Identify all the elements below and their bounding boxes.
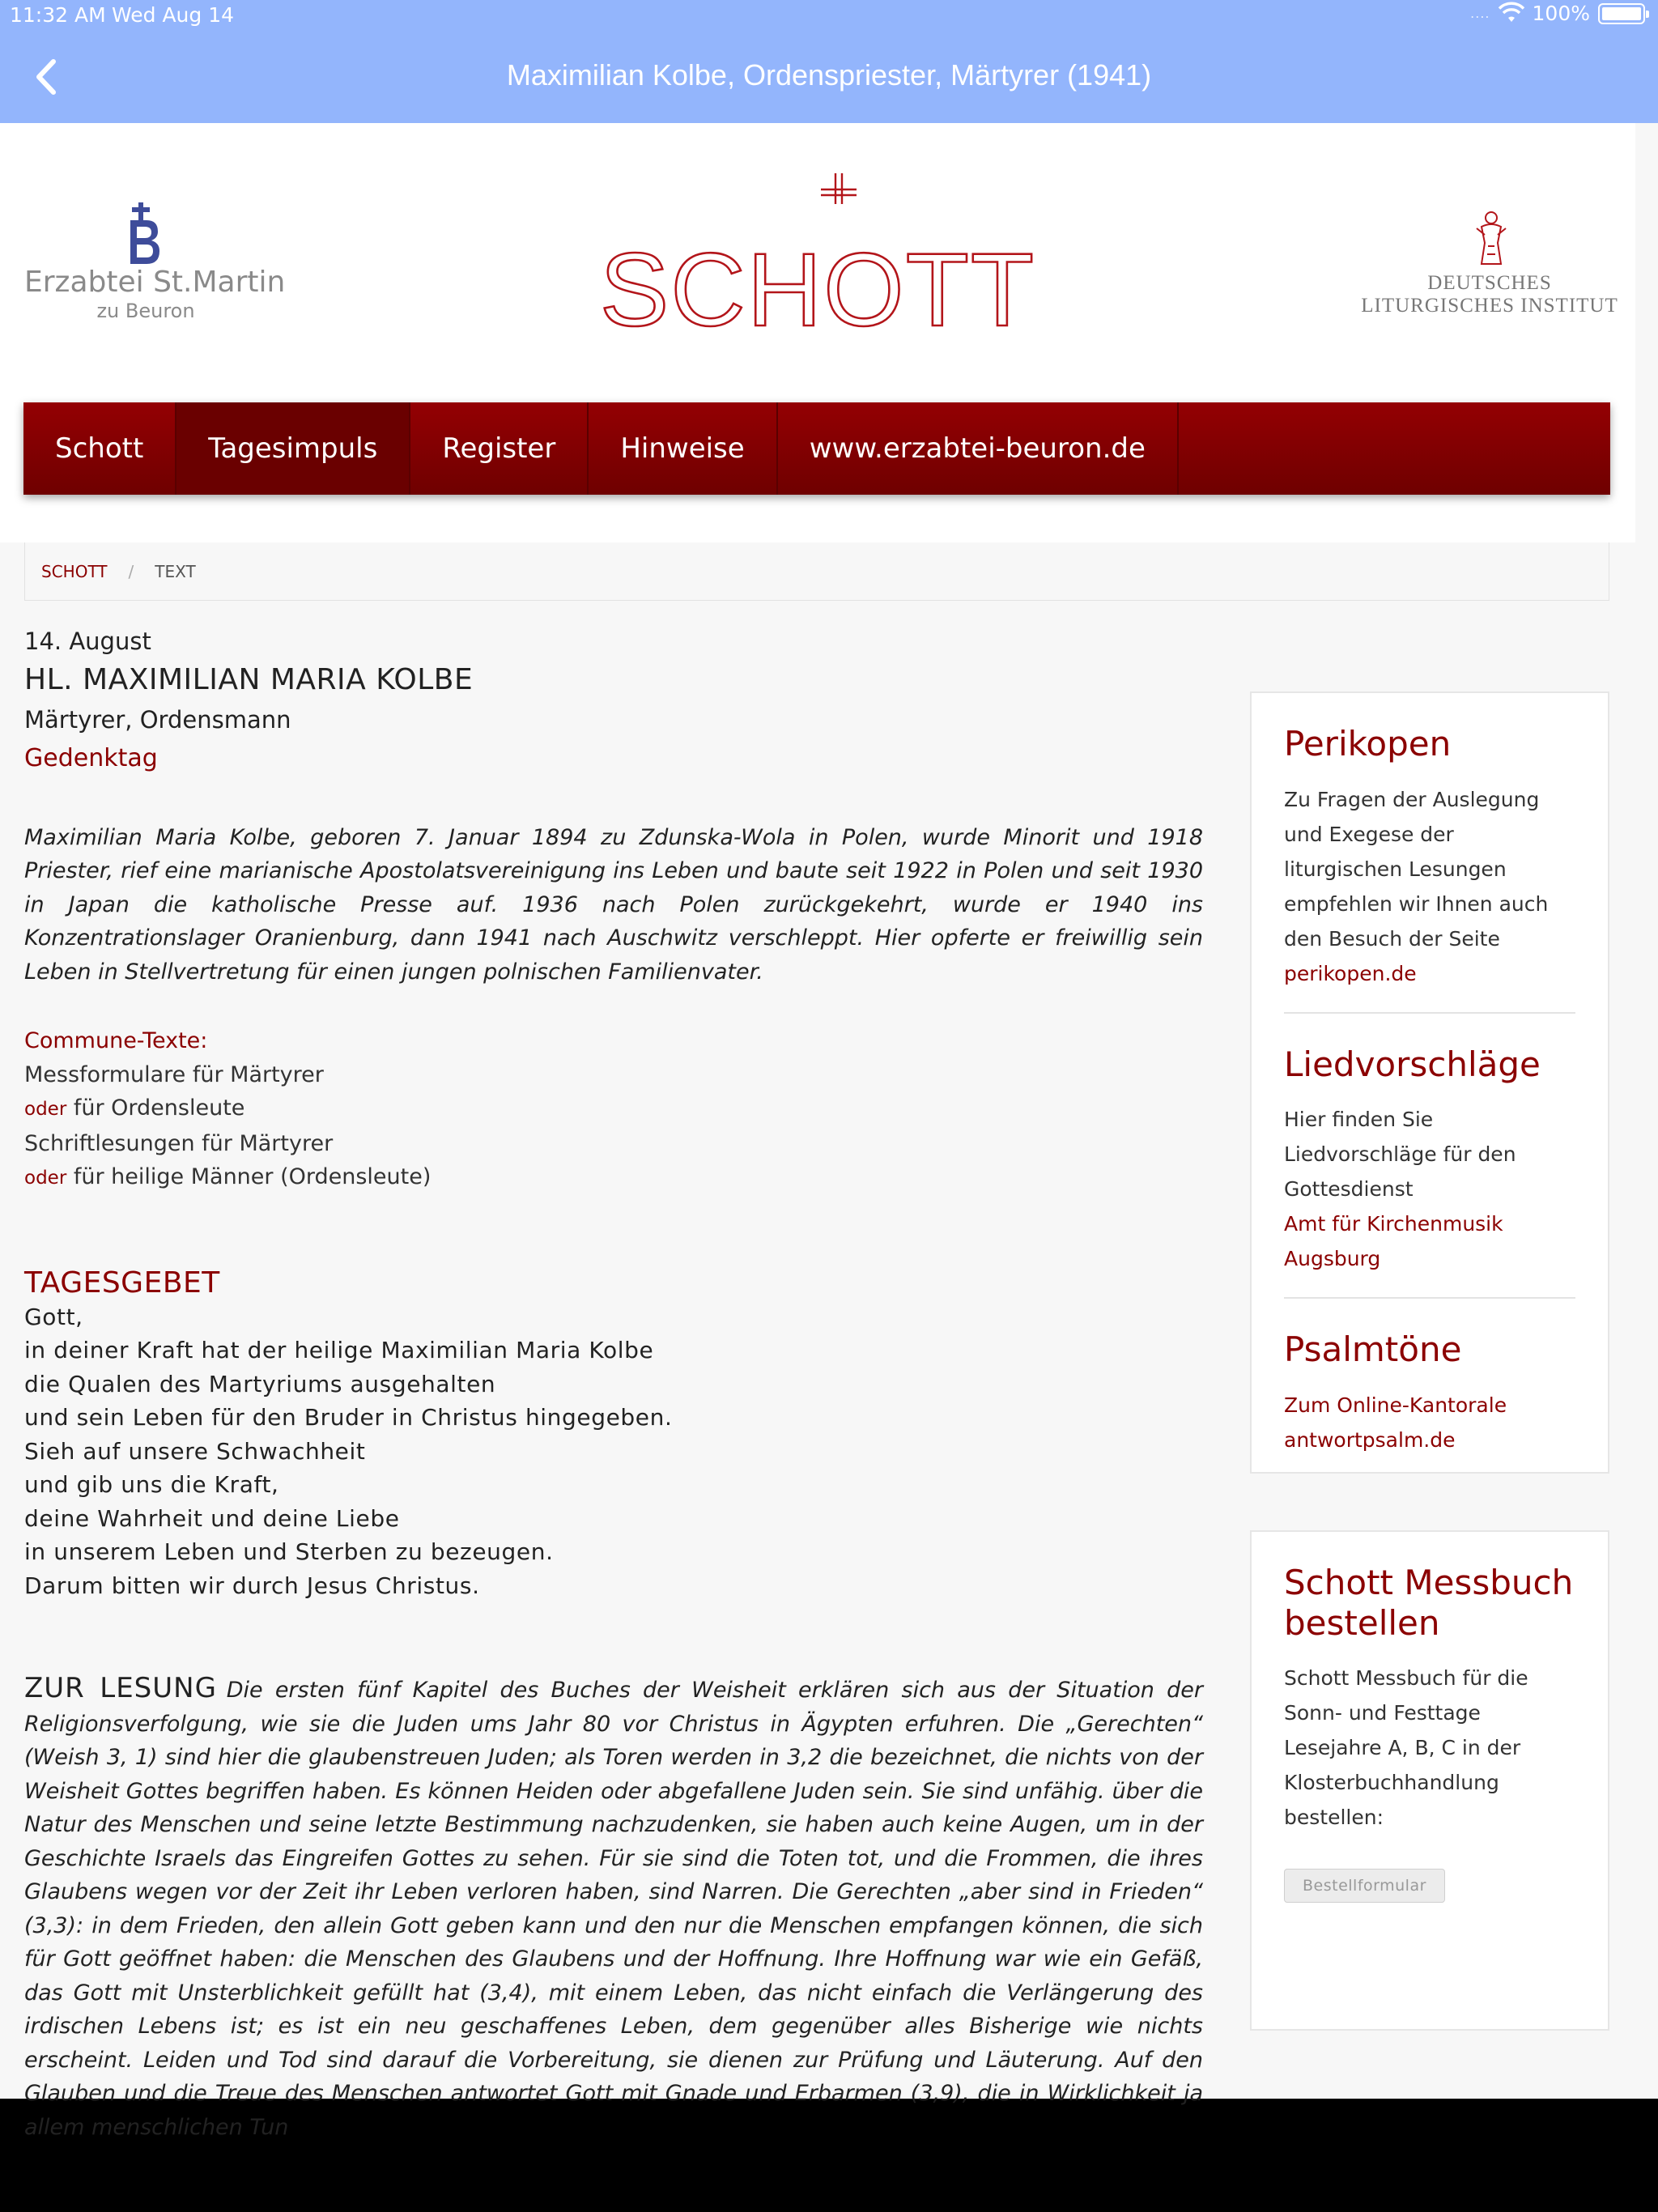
order-text: Schott Messbuch für die Sonn- und Festtage Lesejahre A, B, C in der Klosterbuchhandlung bestellen: — [1284, 1666, 1528, 1830]
dli-logo-line2: LITURGISCHES INSTITUT — [1361, 295, 1618, 317]
dli-logo-line1: DEUTSCHES — [1427, 272, 1552, 294]
battery-icon — [1598, 3, 1645, 24]
reading-text: Die ersten fünf Kapitel des Buches der Weisheit erklären sich aus der Situation der Religionsverfolgung, wie sie die Juden ums Jahr 80 vor Christus in Ägypten erfuhren. Die „Gerechten“ (Weish 3, 1) sind hier die glaubenstreuen Juden; als Toren werden in 3,2 die bezeichnet, die nichts von der Weisheit Gottes begriffen haben. Es können Heiden oder abgefallene Juden sein. Sie sind unfähig. über die Natur des Menschen und seine letzte Bestimmung nachzudenken, sie haben auch keine Augen, um in der Geschichte Israels das Eingreifen Gottes zu sehen. Für sie sind die Toten tot, und die Frommen, die ihres Glaubens wegen vor der Zeit ihr Leben verloren haben, sind Narren. Die Gerechten „aber sind in Frieden“ (3,3): in dem Frieden, den allein Gott geben kann und den nur die Menschen empfangen können, die sich für Gott geöffnet haben: die Menschen des Glaubens und der Hoffnung. Ihre Hoffnung war wie ein Gefäß, das Gott mit Unsterblichkeit gefüllt hat (3,4), mit einem Leben, das nicht einfach die Verlängerung des irdischen Lebens ist; es ist ein neu geschaffenes Leben, dem gegenüber alles Bisherige wie nichts erscheint. Leiden und Tod sind darauf die Vorbereitung, sie dienen zur Prüfung und Läuterung. Auf den Glauben und die Treue des Menschen antwortet Gott mit Gnade und Erbarmen (3,9), die in Wirklichkeit ja allem menschlichen Tun — [24, 1678, 1203, 2140]
menu-item-register[interactable] — [410, 402, 589, 495]
menu-item-erzabtei-website[interactable] — [778, 402, 1179, 495]
breadcrumb-home-link[interactable]: SCHOTT — [41, 561, 108, 581]
app-navigation-bar — [0, 0, 1658, 123]
kirchenmusik-link[interactable]: Amt für Kirchenmusik Augsburg — [1284, 1212, 1503, 1271]
main-menu — [23, 402, 1610, 495]
menu-item-schott[interactable] — [23, 402, 176, 495]
prayer-heading: TAGESGEBET — [24, 1266, 220, 1300]
oder-label: oder — [24, 1168, 67, 1189]
breadcrumb-separator: / — [128, 561, 134, 581]
liedvorschlaege-heading: Liedvorschläge — [1284, 1044, 1541, 1084]
kantorale-link[interactable]: Zum Online-Kantorale — [1284, 1393, 1507, 1417]
prayer-line: Darum bitten wir durch Jesus Christus. — [24, 1572, 480, 1599]
commune-link[interactable]: für heilige Männer (Ordensleute) — [66, 1164, 432, 1190]
commune-line — [24, 1058, 1203, 1092]
prayer-text — [24, 1300, 1203, 1603]
order-heading: Schott Messbuch bestellen — [1284, 1563, 1574, 1643]
sidebar-links-panel — [1250, 691, 1609, 1474]
reading-intro — [24, 1672, 1203, 2144]
feast-date: 14. August — [24, 627, 151, 655]
commune-line — [24, 1127, 1203, 1161]
commune-title: Commune-Texte: — [24, 1028, 208, 1054]
prayer-line: deine Wahrheit und deine Liebe — [24, 1504, 400, 1532]
order-form-button[interactable]: Bestellformular — [1284, 1869, 1445, 1903]
commune-link[interactable]: Schriftlesungen für Märtyrer — [24, 1130, 334, 1156]
psalmtoene-heading: Psalmtöne — [1284, 1329, 1462, 1370]
perikopen-text: Zu Fragen der Auslegung und Exegese der liturgischen Lesungen empfehlen wir Ihnen auch den Besuch der Seite — [1284, 787, 1549, 951]
menu-item-label: Register — [442, 432, 556, 465]
status-indicators — [1470, 2, 1645, 25]
prayer-line: und sein Leben für den Bruder in Christus hingegeben. — [24, 1404, 673, 1431]
saint-figure-icon — [1473, 211, 1509, 267]
status-time: 11:32 AM — [10, 3, 106, 27]
prayer-line: Gott, — [24, 1303, 83, 1330]
menu-item-label: www.erzabtei-beuron.de — [809, 432, 1146, 465]
perikopen-heading: Perikopen — [1284, 724, 1452, 764]
menu-item-tagesimpuls[interactable] — [176, 402, 410, 495]
prayer-line: Sieh auf unsere Schwachheit — [24, 1437, 366, 1465]
commune-link[interactable]: für Ordensleute — [66, 1095, 245, 1121]
signal-icon: .... — [1470, 6, 1490, 21]
erzabtei-logo-subtitle: zu Beuron — [96, 300, 195, 322]
menu-item-label: Hinweise — [620, 432, 745, 465]
prayer-line: und gib uns die Kraft, — [24, 1471, 279, 1499]
battery-level — [1602, 7, 1641, 20]
oder-label: oder — [24, 1099, 67, 1121]
saint-role: Märtyrer, Ordensmann — [24, 705, 291, 734]
nav-title: Maximilian Kolbe, Ordenspriester, Märtyrer (1941) — [506, 58, 1152, 91]
liturgical-rank: Gedenktag — [24, 743, 158, 772]
erzabtei-logo-title: Erzabtei St.Martin — [24, 266, 286, 299]
dli-logo[interactable] — [1360, 211, 1619, 324]
battery-percentage: 100% — [1532, 2, 1590, 25]
saint-biography: Maximilian Maria Kolbe, geboren 7. Januar 1894 zu Zdunska-Wola in Polen, wurde Minorit und 1918 Priester, rief eine marianische Apostolatsvereinigung ins Leben und baute seit 1922 in Polen und seit 1930 in Japan die katholische Presse auf. 1936 nach Polen zurückgekehrt, wurde er 1940 ins Konzentrationslager Oranienburg, dann 1941 nach Auschwitz verschleppt. Hier opferte er freiwillig sein Leben in Stellvertretung für einen jungen polnischen Familienvater. — [24, 824, 1203, 985]
scroll-gutter — [1635, 123, 1658, 2099]
prayer-line: in deiner Kraft hat der heilige Maximilian Maria Kolbe — [24, 1337, 654, 1364]
schott-wordmark: SCHOTT — [599, 232, 1036, 348]
article — [24, 625, 1203, 2144]
prayer-line: in unserem Leben und Sterben zu bezeugen. — [24, 1538, 554, 1566]
menu-item-label: Tagesimpuls — [208, 432, 378, 465]
beuron-b-cross-icon — [117, 202, 166, 267]
liedvorschlaege-text: Hier finden Sie Liedvorschläge für den Gottesdienst — [1284, 1108, 1516, 1202]
menu-item-label: Schott — [55, 432, 144, 465]
antwortpsalm-link[interactable]: antwortpsalm.de — [1284, 1427, 1456, 1452]
perikopen-link[interactable]: perikopen.de — [1284, 961, 1417, 985]
erzabtei-logo[interactable] — [24, 202, 286, 324]
reading-heading: ZUR LESUNG — [24, 1672, 217, 1705]
status-date: Wed Aug 14 — [112, 3, 235, 27]
breadcrumb — [24, 542, 1609, 601]
breadcrumb-current: TEXT — [155, 561, 196, 581]
commune-line — [24, 1091, 1203, 1127]
web-page — [0, 123, 1635, 2140]
site-header — [0, 123, 1635, 542]
wifi-icon — [1499, 4, 1524, 23]
commune-link[interactable]: Messformulare für Märtyrer — [24, 1061, 324, 1087]
commune-line — [24, 1160, 1203, 1196]
order-messbuch-panel — [1250, 1530, 1609, 2031]
schott-logo[interactable] — [599, 172, 1036, 348]
saint-name: HL. MAXIMILIAN MARIA KOLBE — [24, 662, 474, 696]
commune-texts — [24, 1024, 1203, 1196]
prayer-line: die Qualen des Martyriums ausgehalten — [24, 1370, 496, 1397]
menu-item-hinweise[interactable] — [589, 402, 777, 495]
